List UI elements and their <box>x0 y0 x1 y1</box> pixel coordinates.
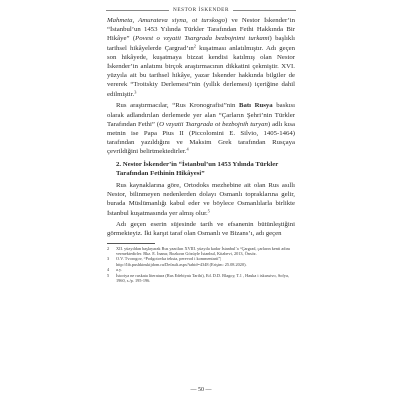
p3-text-1: Rus kaynaklarına göre, Ortodoks mezhebine ait olan Rus asıllı Nestor, bilinmeyen nedenlerden dolayı Osmanlı topraklarına gelir, burada Müslümanlığı kabul eder ve böylece Osmanlılarla birlikte İstanbul kuşatmasında yer almış olur. <box>107 181 295 217</box>
book-page <box>106 0 296 400</box>
header-rule-left <box>106 10 169 11</box>
paragraph-1 <box>107 16 295 99</box>
footnote-number: 5 <box>107 272 110 278</box>
p1-text-5: kuşatması anlatılmıştır. Adı geçen son hikâyede, kuşatmaya bizzat kendisi katılmış olan Nestor İskender’in anlatımı birçok araştırmacının dikkatini çekmiştir. XVI. yüzyıla ait bu tarihsel hikâye, yazar İskender hakkında bilgiler de vererek “Troitskiy Derlemesi”nin (yıllık derlemesi) içeriğine dahil edilmiştir. <box>107 44 296 98</box>
footnote-text: İstoriya ne ruskata literatura (Rus Edebiyatı Tarihi), Ed. D.D. Blagoy, T.1 , Hauka i iskusstvo, Sofya, 1960, s./p. 195-196. <box>116 272 289 284</box>
footnote-number: 3 <box>107 256 110 262</box>
p1-text-4: ) başlıklı tarihsel hikâyelerde Çargrad’ın <box>107 35 296 52</box>
p2-bold: Batı Rusya <box>239 102 273 110</box>
footnote-text: XII. yüzyıldan başlayarak Rus yazıtları XVIII. yüzyıla kadar İstanbul’a “Çargrad, çarların kenti adını vermektedirler. Bkz. E. İnanır, Bozkırın Gözüyle İstanbul, Kitabevi, 2013, Önsöz. <box>116 245 290 257</box>
page-number: — 50 — <box>190 387 212 393</box>
footnote-5 <box>107 273 295 284</box>
footnote-ref-3: 3 <box>134 89 137 95</box>
footnote-text: O.V. Tvorogov, “Podgotovka teksta, perevod i kommentarii”| http://lib.pushkinskijdom.ru/Default.aspx?tabid=4348 (Erişim: 25.08.2020). <box>116 256 247 267</box>
section-subheading: 2. Nestor İskender’in “İstanbul’un 1453 Yılında Türkler Tarafından Fethinin Hikâyesi” <box>116 160 279 177</box>
p1-italic-3: Povest o vzyatii Tsargrada bezbojnimi turkami <box>135 35 270 43</box>
p2-text-2: baskısı olarak adlandırılan derlemede yer alan “Çarların Şehri’nin Türkler Tarafından Fethi” ( <box>107 102 295 128</box>
footnote-ref-2: 2 <box>193 43 196 49</box>
p2-italic-3: O vzyatii Tsargrada ot bezbojnih turyan <box>159 120 268 128</box>
footnote-ref-4: 4 <box>186 146 189 152</box>
footnote-separator <box>107 243 155 244</box>
p2-text-1: Rus araştırmacılar, “Rus Kronografisi”nin <box>116 102 240 110</box>
p1-text-2: ) ve Nestor İskender’in “İstanbul’un 1453 Yılında Türkler Tarafından Fethi Hakkında Bir Hikâye” ( <box>107 17 295 43</box>
paragraph-2 <box>107 101 295 156</box>
page-body <box>107 16 295 284</box>
running-header <box>106 7 296 13</box>
p2-text-4: ) adlı kısa metnin ise Papa Pius II (Piccolomini E. Silvio, 1405-1464) tarafından yazıldığını ve Maksim Grek tarafından Rusçaya çevrildiğini belirtmektedirler. <box>107 120 295 156</box>
header-rule-right <box>233 10 296 11</box>
footnote-text: a.y. <box>116 267 122 273</box>
footnote-number: 4 <box>107 267 110 273</box>
footnote-2 <box>107 246 295 257</box>
p1-italic-1: Mahmeta, Amurateva siyna, ot turskogo <box>107 17 225 24</box>
header-title: NESTOR İSKENDER <box>172 7 230 13</box>
footnote-number: 2 <box>107 245 110 251</box>
paragraph-3 <box>107 181 295 218</box>
p4-text-1: Adı geçen eserin süjesinde tarih ve efsanenin bütünleştiğini görmekteyiz. İki karşıt taraf olan Osmanlı ve Bizans’ı, adı geçen <box>107 221 295 238</box>
footnote-3 <box>107 256 295 267</box>
paragraph-4 <box>107 220 295 238</box>
footnote-ref-5: 5 <box>207 208 210 214</box>
